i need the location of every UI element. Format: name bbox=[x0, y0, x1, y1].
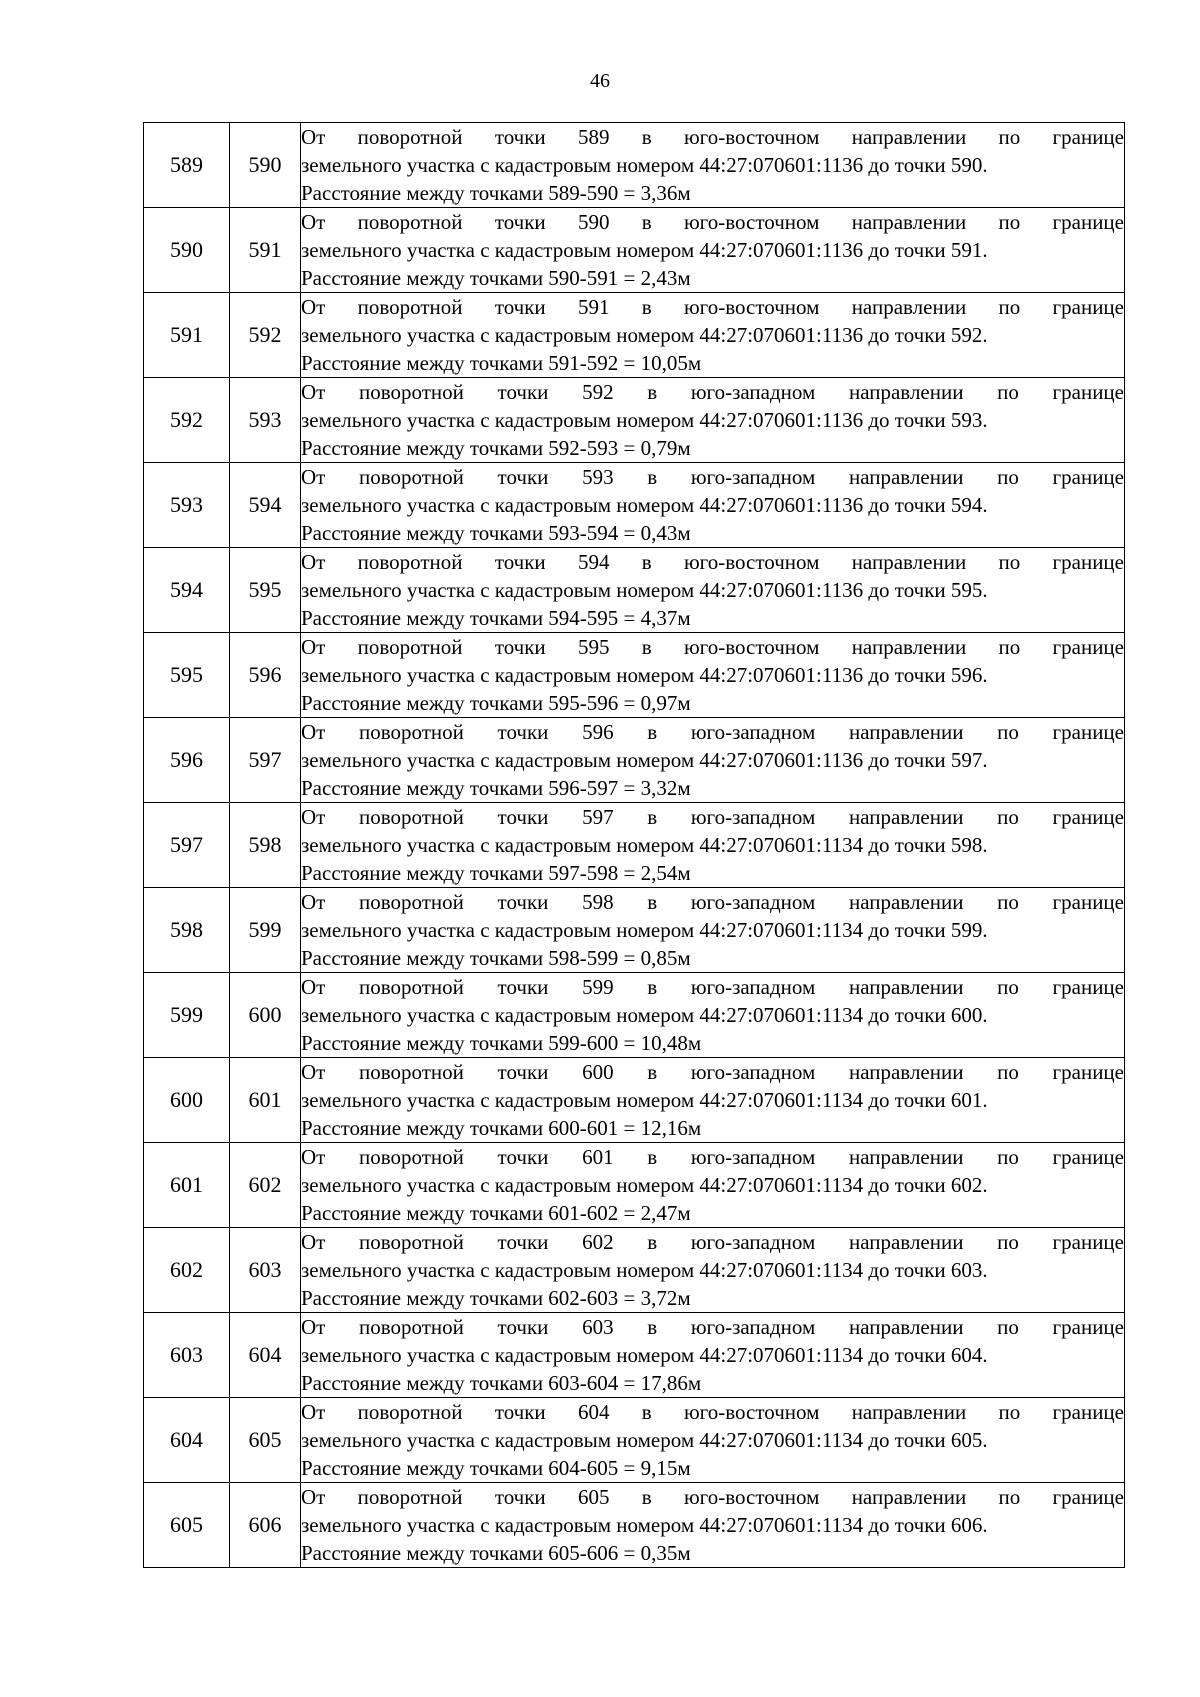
from-point-cell: 595 bbox=[144, 633, 230, 718]
description-line-3: Расстояние между точками 593-594 = 0,43м bbox=[301, 521, 691, 545]
to-point-cell: 601 bbox=[230, 1058, 301, 1143]
description-line-3: Расстояние между точками 590-591 = 2,43м bbox=[301, 266, 691, 290]
description-line-2: земельного участка с кадастровым номером 44:27:070601:1136 до точки 594. bbox=[301, 493, 988, 517]
description-line-2: земельного участка с кадастровым номером 44:27:070601:1134 до точки 598. bbox=[301, 833, 988, 857]
description-line-1: От поворотной точки 593 в юго-западном направлении по границе bbox=[301, 465, 1124, 489]
from-point-cell: 594 bbox=[144, 548, 230, 633]
description-line-1: От поворотной точки 597 в юго-западном направлении по границе bbox=[301, 805, 1124, 829]
table-row bbox=[144, 1058, 1125, 1143]
description-line-3: Расстояние между точками 591-592 = 10,05м bbox=[301, 351, 702, 375]
description-cell bbox=[301, 208, 1125, 293]
description-line-2: земельного участка с кадастровым номером 44:27:070601:1134 до точки 599. bbox=[301, 918, 988, 942]
description-cell bbox=[301, 1483, 1125, 1568]
table-row bbox=[144, 293, 1125, 378]
from-point-cell: 604 bbox=[144, 1398, 230, 1483]
table-row bbox=[144, 1398, 1125, 1483]
from-point-cell: 597 bbox=[144, 803, 230, 888]
table-row bbox=[144, 888, 1125, 973]
description-line-2: земельного участка с кадастровым номером 44:27:070601:1134 до точки 603. bbox=[301, 1258, 988, 1282]
boundary-points-table bbox=[143, 122, 1125, 1568]
to-point-cell: 595 bbox=[230, 548, 301, 633]
description-line-1: От поворотной точки 590 в юго-восточном направлении по границе bbox=[301, 210, 1124, 234]
from-point-cell: 599 bbox=[144, 973, 230, 1058]
table-body bbox=[144, 123, 1125, 1568]
from-point-cell: 602 bbox=[144, 1228, 230, 1313]
to-point-cell: 591 bbox=[230, 208, 301, 293]
table-row bbox=[144, 1228, 1125, 1313]
description-line-2: земельного участка с кадастровым номером 44:27:070601:1134 до точки 602. bbox=[301, 1173, 988, 1197]
to-point-cell: 596 bbox=[230, 633, 301, 718]
description-line-3: Расстояние между точками 594-595 = 4,37м bbox=[301, 606, 691, 630]
to-point-cell: 597 bbox=[230, 718, 301, 803]
description-line-1: От поворотной точки 595 в юго-восточном направлении по границе bbox=[301, 635, 1124, 659]
description-cell bbox=[301, 548, 1125, 633]
description-cell bbox=[301, 633, 1125, 718]
to-point-cell: 604 bbox=[230, 1313, 301, 1398]
to-point-cell: 599 bbox=[230, 888, 301, 973]
to-point-cell: 600 bbox=[230, 973, 301, 1058]
from-point-cell: 600 bbox=[144, 1058, 230, 1143]
description-line-3: Расстояние между точками 595-596 = 0,97м bbox=[301, 691, 691, 715]
description-cell bbox=[301, 463, 1125, 548]
to-point-cell: 605 bbox=[230, 1398, 301, 1483]
from-point-cell: 596 bbox=[144, 718, 230, 803]
description-line-2: земельного участка с кадастровым номером 44:27:070601:1134 до точки 601. bbox=[301, 1088, 988, 1112]
from-point-cell: 591 bbox=[144, 293, 230, 378]
description-line-2: земельного участка с кадастровым номером 44:27:070601:1136 до точки 590. bbox=[301, 153, 988, 177]
description-line-2: земельного участка с кадастровым номером 44:27:070601:1134 до точки 606. bbox=[301, 1513, 988, 1537]
description-line-3: Расстояние между точками 592-593 = 0,79м bbox=[301, 436, 691, 460]
description-cell bbox=[301, 1143, 1125, 1228]
description-line-3: Расстояние между точками 603-604 = 17,86м bbox=[301, 1371, 702, 1395]
description-line-2: земельного участка с кадастровым номером 44:27:070601:1134 до точки 604. bbox=[301, 1343, 988, 1367]
description-line-1: От поворотной точки 591 в юго-восточном направлении по границе bbox=[301, 295, 1124, 319]
description-cell bbox=[301, 973, 1125, 1058]
description-line-2: земельного участка с кадастровым номером 44:27:070601:1136 до точки 596. bbox=[301, 663, 988, 687]
description-line-2: земельного участка с кадастровым номером 44:27:070601:1134 до точки 600. bbox=[301, 1003, 988, 1027]
table-row bbox=[144, 378, 1125, 463]
table-row bbox=[144, 208, 1125, 293]
description-line-3: Расстояние между точками 601-602 = 2,47м bbox=[301, 1201, 691, 1225]
to-point-cell: 594 bbox=[230, 463, 301, 548]
description-line-1: От поворотной точки 599 в юго-западном направлении по границе bbox=[301, 975, 1124, 999]
description-cell bbox=[301, 718, 1125, 803]
description-line-3: Расстояние между точками 599-600 = 10,48м bbox=[301, 1031, 702, 1055]
to-point-cell: 606 bbox=[230, 1483, 301, 1568]
description-line-3: Расстояние между точками 600-601 = 12,16м bbox=[301, 1116, 702, 1140]
from-point-cell: 592 bbox=[144, 378, 230, 463]
table-row bbox=[144, 718, 1125, 803]
table-row bbox=[144, 803, 1125, 888]
from-point-cell: 598 bbox=[144, 888, 230, 973]
description-line-2: земельного участка с кадастровым номером 44:27:070601:1136 до точки 597. bbox=[301, 748, 988, 772]
from-point-cell: 605 bbox=[144, 1483, 230, 1568]
to-point-cell: 593 bbox=[230, 378, 301, 463]
description-line-1: От поворотной точки 598 в юго-западном направлении по границе bbox=[301, 890, 1124, 914]
description-cell bbox=[301, 888, 1125, 973]
table-row bbox=[144, 463, 1125, 548]
table-row bbox=[144, 548, 1125, 633]
table-row bbox=[144, 123, 1125, 208]
to-point-cell: 602 bbox=[230, 1143, 301, 1228]
description-line-1: От поворотной точки 605 в юго-восточном направлении по границе bbox=[301, 1485, 1124, 1509]
to-point-cell: 592 bbox=[230, 293, 301, 378]
to-point-cell: 590 bbox=[230, 123, 301, 208]
description-line-3: Расстояние между точками 597-598 = 2,54м bbox=[301, 861, 691, 885]
description-line-1: От поворотной точки 602 в юго-западном направлении по границе bbox=[301, 1230, 1124, 1254]
table-row bbox=[144, 633, 1125, 718]
description-line-3: Расстояние между точками 602-603 = 3,72м bbox=[301, 1286, 691, 1310]
page-number: 46 bbox=[590, 70, 610, 92]
table-row bbox=[144, 1313, 1125, 1398]
table-row bbox=[144, 1483, 1125, 1568]
table-row bbox=[144, 973, 1125, 1058]
from-point-cell: 593 bbox=[144, 463, 230, 548]
table-row bbox=[144, 1143, 1125, 1228]
description-cell bbox=[301, 1058, 1125, 1143]
description-cell bbox=[301, 1313, 1125, 1398]
description-cell bbox=[301, 293, 1125, 378]
description-line-2: земельного участка с кадастровым номером 44:27:070601:1136 до точки 593. bbox=[301, 408, 988, 432]
description-line-3: Расстояние между точками 604-605 = 9,15м bbox=[301, 1456, 691, 1480]
description-line-1: От поворотной точки 604 в юго-восточном направлении по границе bbox=[301, 1400, 1124, 1424]
description-line-1: От поворотной точки 600 в юго-западном направлении по границе bbox=[301, 1060, 1124, 1084]
to-point-cell: 603 bbox=[230, 1228, 301, 1313]
description-line-3: Расстояние между точками 589-590 = 3,36м bbox=[301, 181, 691, 205]
description-line-2: земельного участка с кадастровым номером 44:27:070601:1134 до точки 605. bbox=[301, 1428, 988, 1452]
description-line-3: Расстояние между точками 596-597 = 3,32м bbox=[301, 776, 691, 800]
description-line-1: От поворотной точки 594 в юго-восточном направлении по границе bbox=[301, 550, 1124, 574]
description-line-1: От поворотной точки 592 в юго-западном направлении по границе bbox=[301, 380, 1124, 404]
description-line-2: земельного участка с кадастровым номером 44:27:070601:1136 до точки 595. bbox=[301, 578, 988, 602]
from-point-cell: 601 bbox=[144, 1143, 230, 1228]
description-line-2: земельного участка с кадастровым номером 44:27:070601:1136 до точки 592. bbox=[301, 323, 988, 347]
description-line-2: земельного участка с кадастровым номером 44:27:070601:1136 до точки 591. bbox=[301, 238, 988, 262]
from-point-cell: 590 bbox=[144, 208, 230, 293]
from-point-cell: 603 bbox=[144, 1313, 230, 1398]
description-cell bbox=[301, 123, 1125, 208]
description-line-1: От поворотной точки 601 в юго-западном направлении по границе bbox=[301, 1145, 1124, 1169]
description-cell bbox=[301, 803, 1125, 888]
to-point-cell: 598 bbox=[230, 803, 301, 888]
description-line-1: От поворотной точки 603 в юго-западном направлении по границе bbox=[301, 1315, 1124, 1339]
description-line-3: Расстояние между точками 598-599 = 0,85м bbox=[301, 946, 691, 970]
from-point-cell: 589 bbox=[144, 123, 230, 208]
description-line-3: Расстояние между точками 605-606 = 0,35м bbox=[301, 1541, 691, 1565]
description-line-1: От поворотной точки 589 в юго-восточном направлении по границе bbox=[301, 125, 1124, 149]
description-line-1: От поворотной точки 596 в юго-западном направлении по границе bbox=[301, 720, 1124, 744]
description-cell bbox=[301, 1228, 1125, 1313]
description-cell bbox=[301, 378, 1125, 463]
description-cell bbox=[301, 1398, 1125, 1483]
